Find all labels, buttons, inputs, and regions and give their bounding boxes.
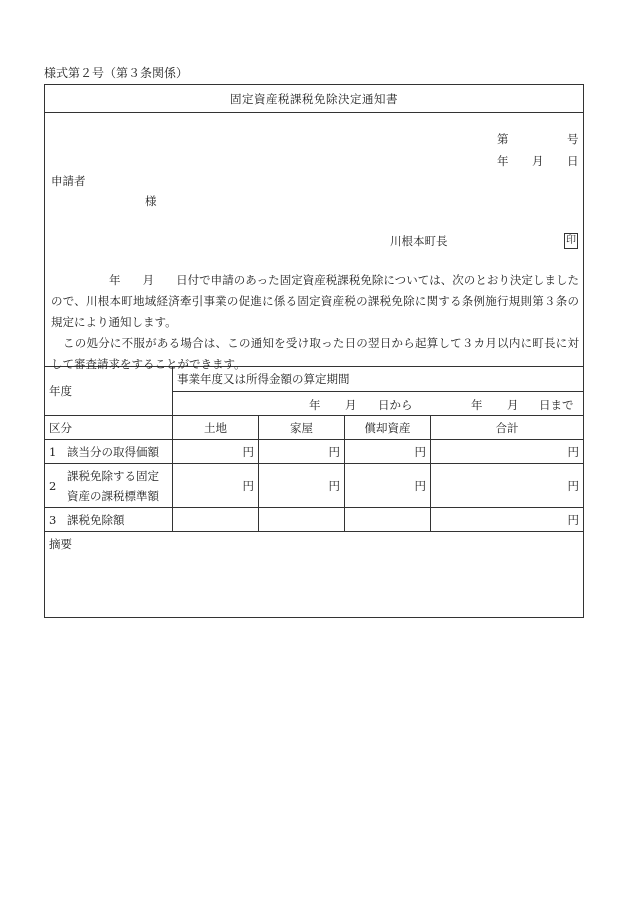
category-label: 区分 [45, 416, 173, 440]
row-number: 1 [49, 444, 57, 459]
column-total: 合計 [431, 416, 584, 440]
yen-cell: 円 [345, 440, 431, 464]
date-month: 月 [532, 154, 544, 168]
to-suffix: 日まで [539, 398, 574, 412]
date-year: 年 [497, 154, 509, 168]
column-building: 家屋 [259, 416, 345, 440]
line1-year: 年 [109, 273, 121, 287]
yen-cell: 円 [431, 508, 584, 532]
row-number: 3 [49, 512, 57, 527]
fiscal-year-label: 年度 [45, 367, 173, 416]
row-title: 課税免除する固定資産の課税標準額 [67, 468, 159, 503]
appeal-paragraph: この処分に不服がある場合は、この通知を受け取った日の翌日から起算して３カ月以内に町長に対して審査請求をすることができます。 [51, 336, 579, 371]
yen-cell: 円 [259, 440, 345, 464]
row-label [45, 508, 173, 532]
empty-cell [173, 508, 259, 532]
yen-cell: 円 [173, 464, 259, 508]
document-title: 固定資産税課税免除決定通知書 [45, 85, 584, 113]
column-land: 土地 [173, 416, 259, 440]
to-year: 年 [471, 398, 483, 412]
row-title: 該当分の取得価額 [67, 444, 159, 459]
number-suffix: 号 [567, 132, 579, 146]
yen-cell: 円 [173, 440, 259, 464]
table-row [45, 464, 584, 508]
column-depreciable: 償却資産 [345, 416, 431, 440]
from-suffix: 日から [378, 398, 413, 412]
decision-paragraph [51, 270, 579, 333]
issuer-name: 川根本町長 [390, 234, 448, 248]
yen-cell: 円 [345, 464, 431, 508]
line1-month: 月 [142, 273, 155, 287]
empty-cell [259, 508, 345, 532]
from-year: 年 [309, 398, 321, 412]
period-range [173, 392, 584, 416]
remarks: 摘要 [45, 532, 584, 618]
to-month: 月 [507, 398, 519, 412]
applicant-label: 申請者 [51, 174, 86, 188]
form-id: 様式第２号（第３条関係） [44, 66, 189, 80]
notice-header [45, 113, 584, 371]
row-label [45, 464, 173, 508]
table-row [45, 508, 584, 532]
empty-cell [345, 508, 431, 532]
paragraph-1: 日付で申請のあった固定資産税課税免除については、次のとおり決定しましたので、川根本町地域経済牽引事業の促進に係る固定資産税の課税免除に関する条例施行規則第３条の規定により通知します。 [51, 273, 580, 329]
row-number: 2 [49, 478, 57, 493]
row-title: 課税免除額 [67, 512, 125, 527]
notice-form [44, 84, 584, 618]
honorific: 様 [145, 194, 157, 208]
date-day: 日 [567, 154, 579, 168]
row-label [45, 440, 173, 464]
table-row [45, 440, 584, 464]
yen-cell: 円 [431, 464, 584, 508]
yen-cell: 円 [431, 440, 584, 464]
period-label: 事業年度又は所得金額の算定期間 [173, 367, 584, 392]
yen-cell: 円 [259, 464, 345, 508]
number-prefix: 第 [497, 132, 509, 146]
seal-mark: 印 [564, 233, 578, 249]
from-month: 月 [345, 398, 357, 412]
